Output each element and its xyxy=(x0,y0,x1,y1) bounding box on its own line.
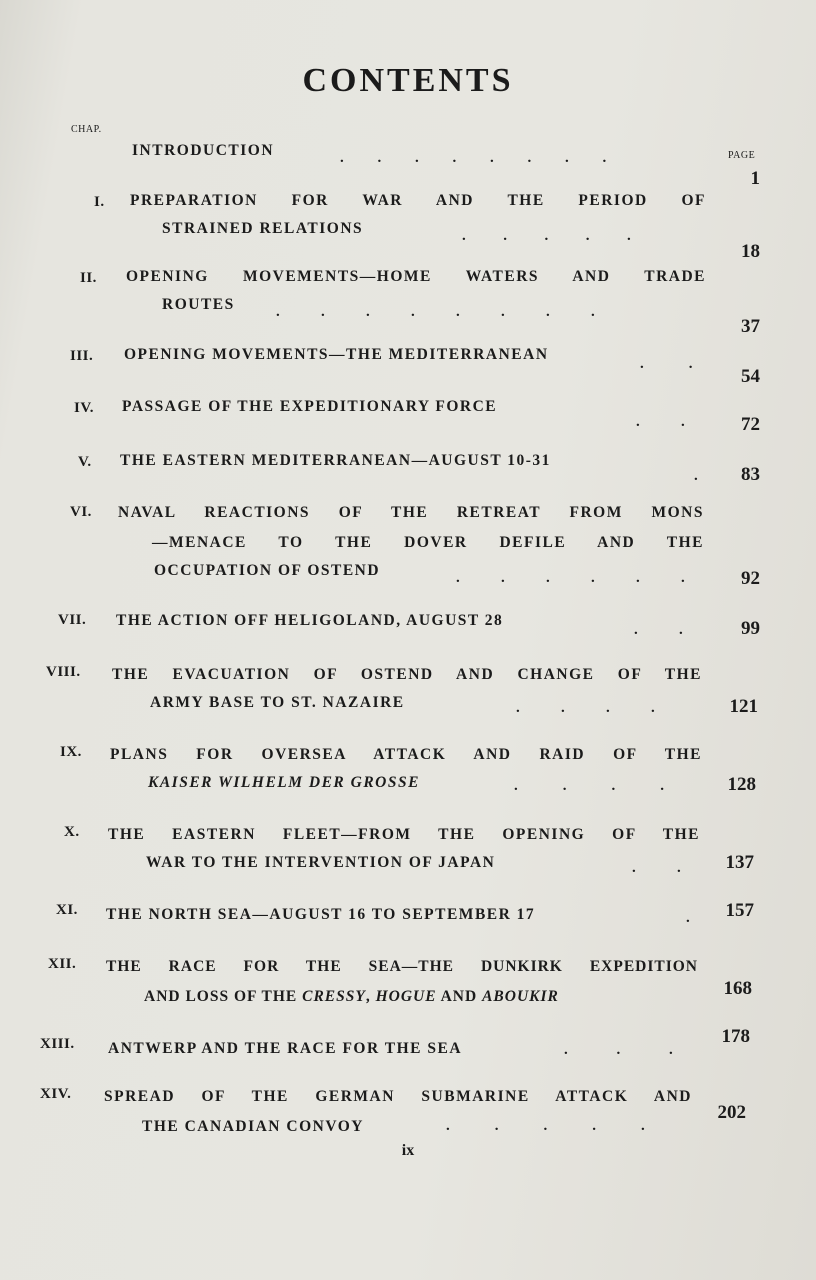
toc-page-number: 137 xyxy=(725,852,754,873)
toc-entry-title-cont: THE CANADIAN CONVOY xyxy=(142,1118,364,1135)
chapter-number: X. xyxy=(64,824,80,840)
ship-name-aboukir: ABOUKIR xyxy=(482,988,559,1005)
chapter-number: IX. xyxy=(60,744,82,760)
toc-entry-title-cont: ARMY BASE TO ST. NAZAIRE xyxy=(150,694,405,711)
toc-entry-title-cont xyxy=(144,988,559,1006)
leader-dots: . . xyxy=(632,860,681,876)
title-fragment: AND xyxy=(436,988,483,1005)
leader-dots: . . xyxy=(636,414,685,430)
toc-entry-title-cont: WAR TO THE INTERVENTION OF JAPAN xyxy=(146,854,496,871)
leader-dots: . . . . . xyxy=(446,1118,645,1134)
chapter-number: XIV. xyxy=(40,1086,72,1102)
toc-page-number: 72 xyxy=(741,414,760,435)
leader-dots: . . xyxy=(640,356,693,372)
toc-entry-title-cont: ROUTES xyxy=(162,296,235,313)
leader-dots: . . . . . . xyxy=(456,570,685,586)
toc-entry-title-cont: —MENACE TO THE DOVER DEFILE AND THE xyxy=(152,534,704,551)
toc-entry-title-cont: KAISER WILHELM DER GROSSE xyxy=(148,774,420,791)
ship-name-cressy: CRESSY xyxy=(302,988,366,1005)
toc-entry-title: THE EVACUATION OF OSTEND AND CHANGE OF THE xyxy=(112,666,702,683)
toc-entry-title: OPENING MOVEMENTS—THE MEDITERRANEAN xyxy=(124,346,549,363)
toc-page-number: 1 xyxy=(750,168,760,189)
chapter-number: VIII. xyxy=(46,664,81,680)
toc-page-number: 178 xyxy=(721,1026,750,1047)
toc-entry-title: SPREAD OF THE GERMAN SUBMARINE ATTACK AND xyxy=(104,1088,692,1105)
toc-entry-title: THE RACE FOR THE SEA—THE DUNKIRK EXPEDITION xyxy=(106,958,698,975)
leader-dots: . . . . xyxy=(516,700,655,716)
toc-page-number: 37 xyxy=(741,316,760,337)
chap-column-label: CHAP. xyxy=(71,124,102,135)
toc-page-number: 168 xyxy=(723,978,752,999)
chapter-number: IV. xyxy=(74,400,94,416)
toc-page-number: 18 xyxy=(741,241,760,262)
leader-dots: . . . . . xyxy=(462,228,631,244)
toc-entry-title: PASSAGE OF THE EXPEDITIONARY FORCE xyxy=(122,398,498,415)
toc-page-number: 202 xyxy=(717,1102,746,1123)
chapter-number: V. xyxy=(78,454,92,470)
toc-page-number: 157 xyxy=(725,900,754,921)
chapter-number: I. xyxy=(94,194,105,210)
page-column-label: PAGE xyxy=(728,150,756,161)
toc-entry-title: ANTWERP AND THE RACE FOR THE SEA xyxy=(108,1040,463,1057)
leader-dots: . . . . xyxy=(514,778,664,794)
toc-entry-title: THE ACTION OFF HELIGOLAND, AUGUST 28 xyxy=(116,612,504,629)
toc-entry-title-cont: STRAINED RELATIONS xyxy=(162,220,364,237)
page-folio: ix xyxy=(401,1142,415,1159)
toc-entry-title: THE NORTH SEA—AUGUST 16 TO SEPTEMBER 17 xyxy=(106,906,536,923)
chapter-number: XIII. xyxy=(40,1036,75,1052)
toc-page-number: 54 xyxy=(741,366,760,387)
toc-entry-title: THE EASTERN MEDITERRANEAN—AUGUST 10-31 xyxy=(120,452,551,469)
chapter-number: III. xyxy=(70,348,94,364)
toc-entry-title: OPENING MOVEMENTS—HOME WATERS AND TRADE xyxy=(126,268,706,285)
toc-page-number: 99 xyxy=(741,618,760,639)
title-fragment: , xyxy=(365,988,376,1005)
chapter-number: XII. xyxy=(48,956,77,972)
chapter-number: II. xyxy=(80,270,97,286)
toc-entry-title: PREPARATION FOR WAR AND THE PERIOD OF xyxy=(130,192,706,209)
chapter-number: XI. xyxy=(56,902,78,918)
leader-dots: . . . xyxy=(564,1042,673,1058)
leader-dots: . xyxy=(686,910,690,926)
title-fragment: AND LOSS OF THE xyxy=(144,988,303,1005)
leader-dots: . xyxy=(694,468,698,484)
toc-page-number: 83 xyxy=(741,464,760,485)
chapter-number: VII. xyxy=(58,612,87,628)
toc-entry-title-cont: OCCUPATION OF OSTEND xyxy=(154,562,381,579)
ship-name-hogue: HOGUE xyxy=(375,988,437,1005)
toc-page-number: 92 xyxy=(741,568,760,589)
leader-dots: . . . . . . . . xyxy=(276,304,595,320)
toc-entry-title: PLANS FOR OVERSEA ATTACK AND RAID OF THE xyxy=(110,746,702,763)
page-title: CONTENTS xyxy=(302,62,514,99)
chapter-number: VI. xyxy=(70,504,92,520)
toc-entry-title: INTRODUCTION xyxy=(132,142,275,159)
toc-page-number: 128 xyxy=(727,774,756,795)
leader-dots: . . xyxy=(634,622,683,638)
toc-page-number: 121 xyxy=(729,696,758,717)
toc-entry-title: THE EASTERN FLEET—FROM THE OPENING OF THE xyxy=(108,826,700,843)
toc-entry-title: NAVAL REACTIONS OF THE RETREAT FROM MONS xyxy=(118,504,704,521)
leader-dots: . . . . . . . . xyxy=(340,150,607,166)
